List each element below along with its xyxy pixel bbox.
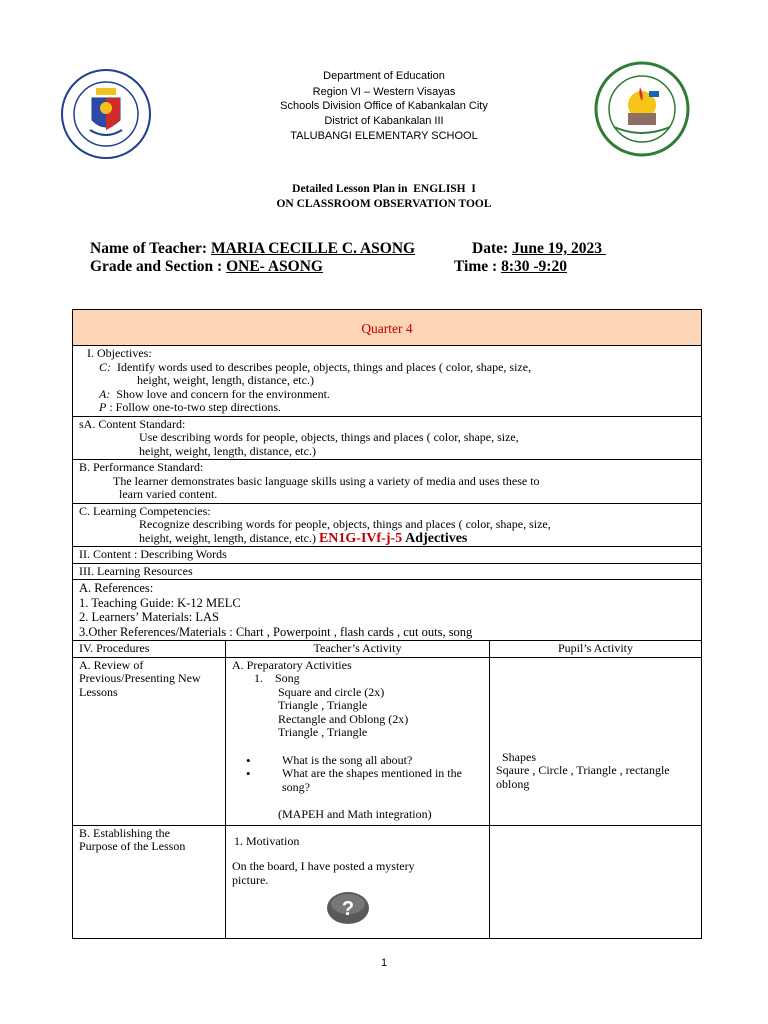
procedures-header: IV. Procedures bbox=[73, 641, 226, 658]
question-1: • What is the song all about? bbox=[232, 754, 483, 768]
song-line-1: Square and circle (2x) bbox=[278, 684, 385, 699]
resources-row bbox=[73, 563, 702, 580]
teacher-row bbox=[90, 240, 415, 258]
integration-note: (MAPEH and Math integration) bbox=[278, 807, 432, 821]
purpose-teacher-cell bbox=[226, 825, 490, 938]
objective-p bbox=[87, 401, 695, 415]
objective-c-text2: height, weight, length, distance, etc.) bbox=[137, 373, 314, 387]
objective-c-key: C: bbox=[99, 359, 111, 374]
question-list bbox=[232, 754, 483, 795]
references-label: A. References: bbox=[79, 581, 154, 595]
objective-p-key: P bbox=[99, 400, 107, 414]
content-standard-cell bbox=[73, 416, 702, 460]
reference-learners-materials: 2. Learners’ Materials: LAS bbox=[79, 610, 219, 624]
purpose-label: B. Establishing the Purpose of the Lesson bbox=[73, 825, 226, 938]
competencies-label: C. Learning Competencies: bbox=[79, 503, 211, 518]
objective-a-key: A: bbox=[99, 386, 111, 401]
performance-standard-text: The learner demonstrates basic language skills using a variety of media and uses these to bbox=[113, 473, 540, 488]
question-2: • What are the shapes mentioned in the song? bbox=[232, 767, 483, 794]
objectives-row bbox=[73, 346, 702, 417]
date-value: June 19, 2023 bbox=[512, 240, 606, 257]
teacher-value: MARIA CECILLE C. ASONG bbox=[210, 240, 416, 257]
review-pupil-cell bbox=[490, 657, 702, 825]
song-line-2: Triangle , Triangle bbox=[278, 698, 368, 712]
content-cell: II. Content : Describing Words bbox=[73, 547, 702, 564]
purpose-pupil-cell bbox=[490, 825, 702, 938]
objective-a bbox=[87, 388, 695, 402]
header-division: Schools Division Office of Kabankalan City bbox=[280, 100, 488, 112]
competencies-cell bbox=[73, 503, 702, 547]
competency-topic: Adjectives bbox=[405, 530, 468, 546]
preparatory-activities: A. Preparatory Activities bbox=[232, 657, 352, 672]
performance-standard-text2: learn varied content. bbox=[119, 487, 218, 501]
reference-teaching-guide: 1. Teaching Guide: K-12 MELC bbox=[79, 595, 241, 610]
objective-c-text: Identify words used to describes people, objects, things and places ( color, shape, size, bbox=[117, 359, 532, 374]
grade-row bbox=[90, 258, 323, 276]
reference-other: 3.Other References/Materials : Chart , Powerpoint , flash cards , cut outs, song bbox=[79, 624, 473, 639]
references-row bbox=[73, 580, 702, 641]
content-standard-label: sA. Content Standard: bbox=[79, 416, 186, 431]
competencies-line2 bbox=[79, 532, 695, 546]
review-teacher-cell bbox=[226, 657, 490, 825]
song-number: 1. bbox=[254, 671, 263, 685]
performance-standard-cell bbox=[73, 460, 702, 504]
performance-standard-label: B. Performance Standard: bbox=[79, 460, 204, 474]
teacher-label: Name of Teacher: bbox=[90, 240, 208, 257]
date-row bbox=[472, 240, 606, 258]
competencies-row bbox=[73, 503, 702, 547]
objectives-label: I. Objectives: bbox=[87, 346, 152, 360]
pupil-activity-header: Pupil’s Activity bbox=[490, 641, 702, 658]
grade-value: ONE- ASONG bbox=[226, 258, 323, 275]
observation-tool-title: ON CLASSROOM OBSERVATION TOOL bbox=[276, 198, 492, 210]
pupil-answer-2: Sqaure , Circle , Triangle , rectangle oblong bbox=[496, 763, 670, 791]
grade-label: Grade and Section : bbox=[90, 258, 223, 275]
header-district: District of Kabankalan III bbox=[324, 115, 444, 127]
teacher-activity-header: Teacher’s Activity bbox=[226, 641, 490, 658]
objective-a-text: Show love and concern for the environment. bbox=[116, 386, 330, 401]
competencies-text: Recognize describing words for people, objects, things and places ( color, shape, size, bbox=[139, 517, 551, 531]
quarter-row bbox=[73, 310, 702, 346]
header-school: TALUBANGI ELEMENTARY SCHOOL bbox=[290, 130, 478, 142]
motivation-label: 1. Motivation bbox=[234, 833, 300, 848]
song-line-4: Triangle , Triangle bbox=[278, 725, 368, 739]
lesson-plan-table bbox=[72, 309, 702, 939]
date-label: Date: bbox=[472, 240, 509, 257]
time-row bbox=[454, 258, 567, 276]
performance-standard-row bbox=[73, 460, 702, 504]
competencies-text2: height, weight, length, distance, etc.) bbox=[139, 530, 316, 545]
content-standard-text2: height, weight, length, distance, etc.) bbox=[139, 443, 316, 458]
content-standard-text: Use describing words for people, objects, things and places ( color, shape, size, bbox=[139, 430, 519, 444]
song-heading bbox=[232, 672, 483, 686]
objectives-cell bbox=[73, 346, 702, 417]
competency-code: EN1G-IVf-j-5 bbox=[318, 530, 403, 546]
resources-cell: III. Learning Resources bbox=[73, 563, 702, 580]
mystery-picture-text: On the board, I have posted a mystery picture. bbox=[232, 859, 415, 887]
pupil-answer-1: Shapes bbox=[502, 749, 536, 764]
quarter-cell: Quarter 4 bbox=[73, 310, 702, 346]
header-region: Region VI – Western Visayas bbox=[312, 86, 456, 98]
procedures-header-row bbox=[73, 641, 702, 658]
time-value: 8:30 -9:20 bbox=[501, 258, 567, 275]
objective-c bbox=[87, 361, 695, 375]
lesson-plan-title: Detailed Lesson Plan in ENGLISH I bbox=[292, 183, 476, 195]
song-label: Song bbox=[275, 671, 300, 685]
header-department: Department of Education bbox=[323, 70, 445, 82]
content-row bbox=[73, 547, 702, 564]
purpose-row bbox=[73, 825, 702, 938]
references-cell bbox=[73, 580, 702, 641]
objective-p-text: : Follow one-to-two step directions. bbox=[109, 400, 281, 414]
time-label: Time : bbox=[454, 258, 498, 275]
song-line-3: Rectangle and Oblong (2x) bbox=[278, 711, 409, 726]
svg-text:?: ? bbox=[341, 898, 355, 920]
question-mark-icon bbox=[326, 891, 370, 925]
page-number: 1 bbox=[380, 957, 388, 969]
review-label: A. Review of Previous/Presenting New Lessons bbox=[73, 657, 226, 825]
content-standard-row bbox=[73, 416, 702, 460]
review-row bbox=[73, 657, 702, 825]
